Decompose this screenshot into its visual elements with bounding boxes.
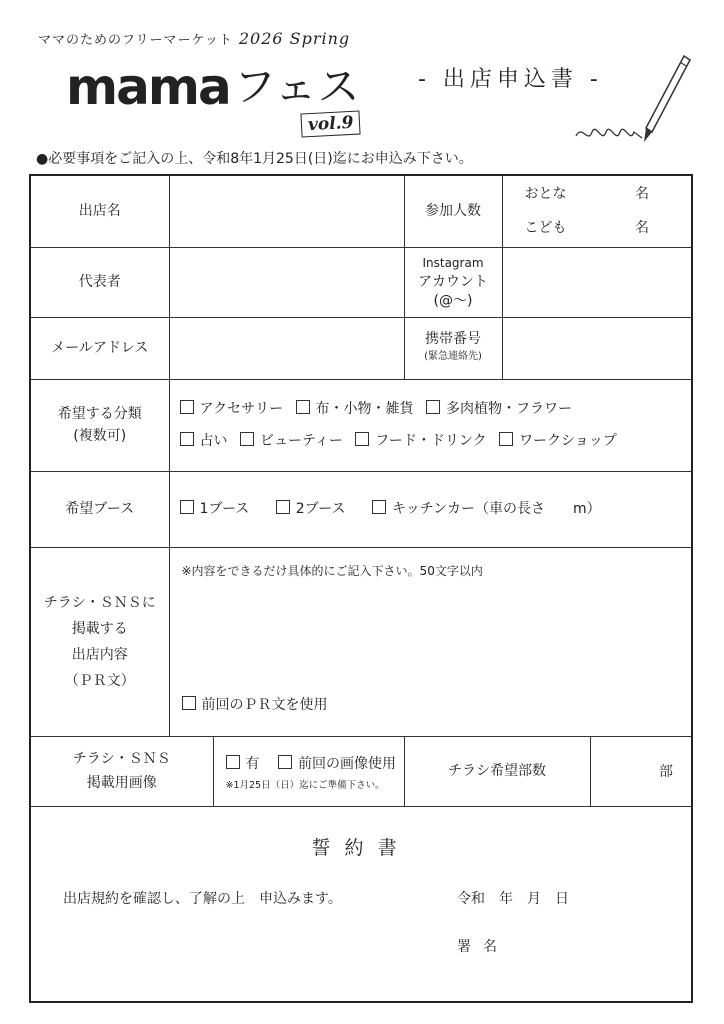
- shop-name-label: 出店名: [30, 175, 169, 247]
- pencil-icon: [572, 52, 692, 148]
- pr-note: ※内容をできるだけ具体的にご記入下さい。50文字以内: [181, 563, 483, 578]
- checkbox-icon: [278, 755, 292, 769]
- booth-kitchen-car[interactable]: キッチンカー（車の長さ m）: [372, 501, 601, 517]
- children-count: こども 名: [524, 220, 649, 237]
- flyer-label: チラシ希望部数: [404, 736, 590, 806]
- checkbox-icon: [182, 696, 196, 710]
- checkbox-icon: [372, 500, 386, 514]
- image-use-previous[interactable]: 前回の画像使用: [278, 756, 396, 772]
- image-options: [213, 736, 404, 806]
- instagram-label: Instagram アカウント (@～): [404, 247, 502, 317]
- event-subtitle: ママのためのフリーマーケット: [38, 33, 233, 48]
- pledge-title: 誓約書: [311, 836, 411, 859]
- checkbox-icon: [240, 432, 254, 446]
- pledge-section: [30, 806, 692, 1002]
- category-plants[interactable]: 多肉植物・フラワー: [426, 401, 572, 417]
- booth-1[interactable]: 1ブース: [180, 501, 250, 517]
- email-label: メールアドレス: [30, 317, 169, 379]
- checkbox-icon: [276, 500, 290, 514]
- checkbox-icon: [226, 755, 240, 769]
- category-beauty[interactable]: ビューティー: [240, 433, 343, 449]
- category-food[interactable]: フード・ドリンク: [355, 433, 486, 449]
- deadline-notice: ●必要事項をご記入の上、令和8年1月25日(日)迄にお申込み下さい。: [36, 151, 473, 167]
- pledge-date[interactable]: 令和 年 月 日: [457, 890, 569, 907]
- checkbox-icon: [296, 400, 310, 414]
- flyer-count-field[interactable]: [590, 736, 692, 806]
- representative-field[interactable]: [169, 247, 404, 317]
- form-title: - 出店申込書 -: [418, 67, 603, 92]
- checkbox-icon: [180, 500, 194, 514]
- mobile-field[interactable]: [502, 317, 692, 379]
- checkbox-icon: [180, 400, 194, 414]
- flyer-unit: 部: [659, 764, 673, 780]
- email-field[interactable]: [169, 317, 404, 379]
- vol-badge: vol.9: [300, 110, 361, 137]
- checkbox-icon: [499, 432, 513, 446]
- category-label: 希望する分類 (複数可): [30, 379, 169, 471]
- pr-use-previous[interactable]: 前回のＰＲ文を使用: [182, 694, 328, 714]
- mobile-label: 携帯番号 (緊急連絡先): [404, 317, 502, 379]
- category-accessory[interactable]: アクセサリー: [180, 401, 284, 417]
- application-form: [29, 174, 693, 1003]
- checkbox-icon: [426, 400, 440, 414]
- header-subtitle: [38, 29, 350, 48]
- shop-name-field[interactable]: [169, 175, 404, 247]
- image-yes[interactable]: 有: [226, 756, 260, 772]
- pr-text-field[interactable]: [169, 547, 692, 736]
- representative-label: 代表者: [30, 247, 169, 317]
- booth-label: 希望ブース: [30, 471, 169, 547]
- logo-kana: フェス: [233, 62, 361, 111]
- participants-label: 参加人数: [404, 175, 502, 247]
- instagram-field[interactable]: [502, 247, 692, 317]
- booth-options: [169, 471, 692, 547]
- category-options: [169, 379, 692, 471]
- category-goods[interactable]: 布・小物・雑貨: [296, 401, 414, 417]
- pr-label: チラシ・ＳＮＳに 掲載する 出店内容 （ＰＲ文）: [30, 547, 169, 736]
- category-row-1: [180, 393, 692, 425]
- event-logo: [66, 58, 361, 116]
- logo-latin: mama: [66, 58, 230, 116]
- checkbox-icon: [355, 432, 369, 446]
- booth-2[interactable]: 2ブース: [276, 501, 346, 517]
- image-label: チラシ・ＳＮＳ 掲載用画像: [30, 736, 213, 806]
- category-workshop[interactable]: ワークショップ: [499, 433, 617, 449]
- pledge-text: 出店規約を確認し、了解の上 申込みます。: [63, 890, 342, 907]
- event-season: 2026 Spring: [238, 29, 351, 48]
- adults-count: おとな 名: [524, 186, 649, 203]
- checkbox-icon: [180, 432, 194, 446]
- pledge-signature[interactable]: 署名: [457, 938, 509, 955]
- category-fortune[interactable]: 占い: [180, 433, 228, 449]
- image-note: ※1月25日（日）迄にご準備下さい。: [225, 780, 385, 791]
- participants-field[interactable]: [502, 175, 692, 247]
- category-row-2: [180, 425, 692, 457]
